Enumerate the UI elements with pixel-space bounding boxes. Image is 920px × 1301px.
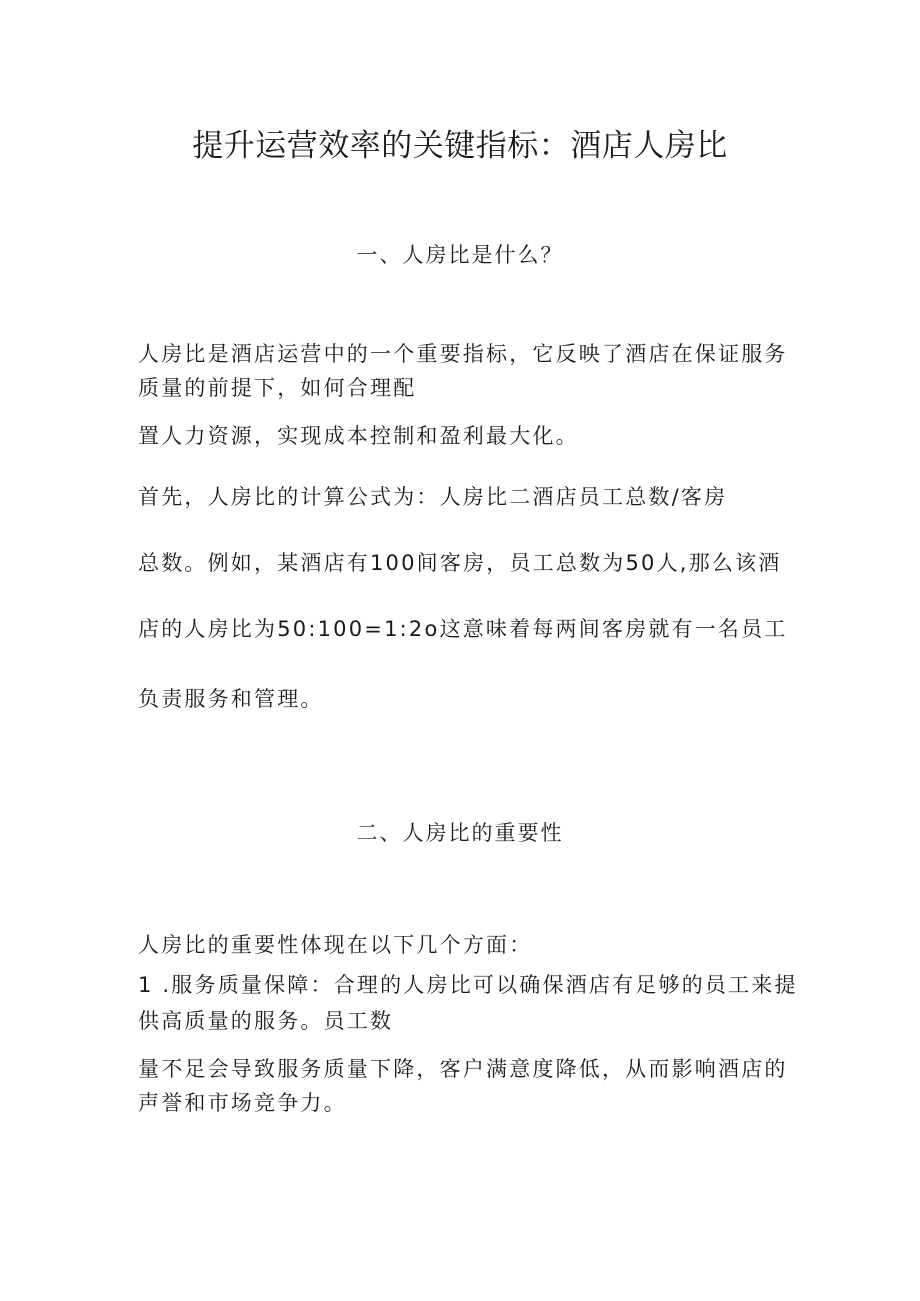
- paragraph-line: 质量的前提下，如何合理配: [138, 376, 417, 400]
- paragraph-line: 负责服务和管理。: [138, 687, 324, 711]
- paragraph-line: 人房比的重要性体现在以下几个方面：: [138, 933, 533, 957]
- paragraph-line: 首先，人房比的计算公式为：人房比二酒店员工总数/客房: [138, 485, 728, 509]
- paragraph-line: 1 .服务质量保障：合理的人房比可以确保酒店有足够的员工来提: [138, 973, 798, 997]
- paragraph-line: 供高质量的服务。员工数: [138, 1009, 394, 1033]
- paragraph-line: 店的人房比为50:100=1:2o这意味着每两间客房就有一名员工: [138, 617, 788, 641]
- paragraph-line: 总数。例如，某酒店有100间客房，员工总数为50人,那么该酒: [138, 551, 782, 575]
- section-heading-importance: 二、人房比的重要性: [356, 821, 564, 845]
- paragraph-line: 人房比是酒店运营中的一个重要指标，它反映了酒店在保证服务: [138, 342, 788, 366]
- paragraph-line: 量不足会导致服务质量下降，客户满意度降低，从而影响酒店的: [138, 1057, 788, 1081]
- document-title: 提升运营效率的关键指标：酒店人房比: [192, 128, 728, 164]
- paragraph-line: 声誉和市场竞争力。: [138, 1091, 347, 1115]
- paragraph-line: 置人力资源，实现成本控制和盈利最大化。: [138, 424, 579, 448]
- section-heading-what-is: 一、人房比是什么？: [356, 243, 564, 267]
